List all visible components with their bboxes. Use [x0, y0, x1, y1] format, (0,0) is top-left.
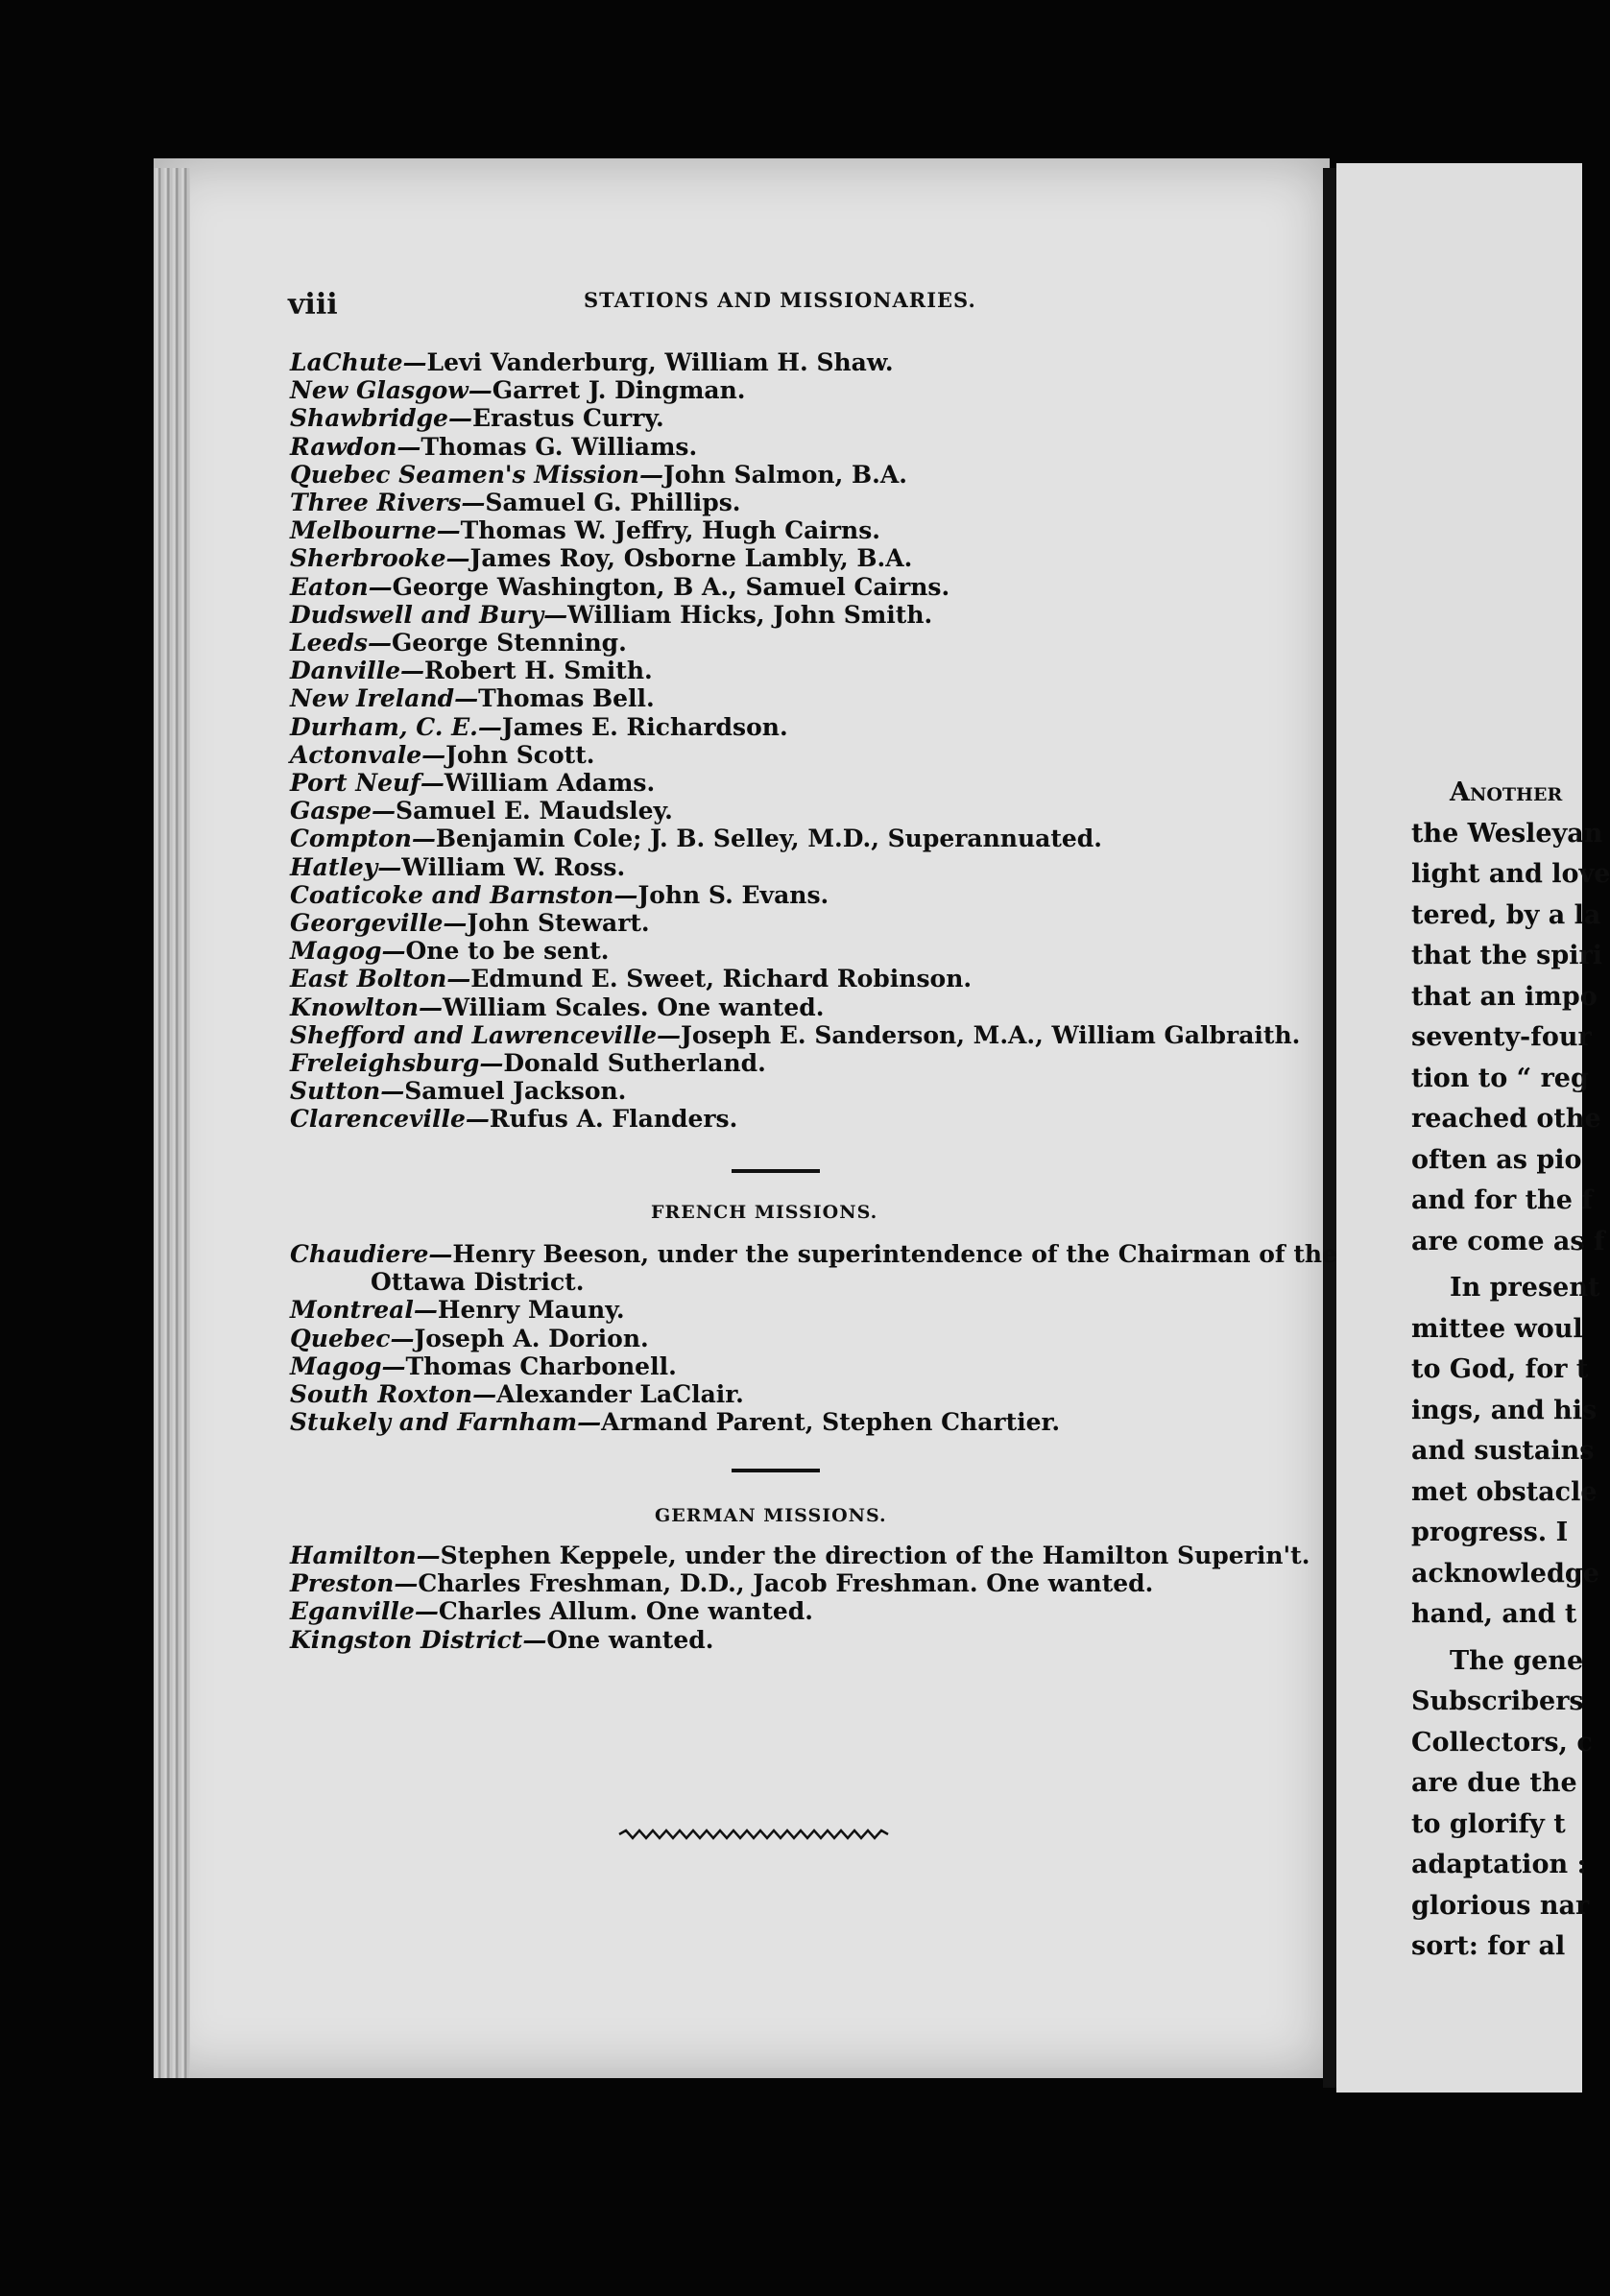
- station-place: East Bolton: [290, 965, 447, 993]
- station-entry: [290, 1020, 1301, 1049]
- station-separator: —: [394, 1569, 419, 1598]
- station-separator: —: [447, 404, 472, 433]
- station-entry: [290, 937, 1288, 965]
- facing-page-line: The gene: [1450, 1645, 1584, 1676]
- station-place: Shawbridge: [290, 404, 448, 433]
- station-separator: —: [522, 1625, 547, 1654]
- station-separator: —: [414, 1597, 439, 1626]
- station-entry: [290, 461, 1288, 489]
- station-missionaries: Joseph E. Sanderson, M.A., William Galbraith.: [681, 1020, 1301, 1049]
- french-missions-list: [290, 1240, 1337, 1437]
- station-place: Danville: [290, 657, 400, 685]
- station-place: Melbourne: [290, 516, 437, 545]
- station-entry: [290, 1268, 1288, 1296]
- section-rule: [732, 1169, 820, 1173]
- facing-page-line: that an impo: [1411, 981, 1598, 1012]
- facing-page-line: seventy-four: [1411, 1022, 1592, 1052]
- station-entry: [290, 1626, 1288, 1654]
- station-missionaries: Levi Vanderburg, William H. Shaw.: [426, 348, 894, 376]
- station-missionaries: Thomas G. Williams.: [421, 432, 698, 461]
- facing-page-line: sort: for al: [1411, 1931, 1566, 1961]
- station-place: New Glasgow: [290, 376, 469, 405]
- facing-page-line: tered, by a la: [1411, 899, 1601, 930]
- facing-page-line: ings, and his: [1411, 1395, 1598, 1425]
- station-missionaries: Rufus A. Flanders.: [489, 1105, 738, 1134]
- facing-page-line: that the spiri: [1411, 941, 1602, 970]
- station-entry: [290, 489, 1288, 516]
- french-missions-title: FRENCH MISSIONS.: [651, 1202, 878, 1223]
- station-place: Stukely and Farnham: [290, 1408, 578, 1437]
- station-missionaries: Alexander LaClair.: [496, 1380, 744, 1409]
- station-missionaries: James E. Richardson.: [501, 712, 788, 741]
- station-entry: [290, 1380, 1288, 1408]
- facing-page-line: glorious nar: [1411, 1890, 1590, 1921]
- station-separator: —: [443, 909, 468, 938]
- station-missionaries: Charles Allum. One wanted.: [438, 1597, 813, 1626]
- station-entry: [290, 909, 1288, 937]
- station-entry: [290, 404, 1288, 432]
- station-separator: —: [472, 1380, 497, 1409]
- station-missionaries: Samuel Jackson.: [404, 1077, 627, 1106]
- station-place: Leeds: [290, 629, 368, 658]
- station-missionaries: One to be sent.: [405, 937, 610, 966]
- wavy-ornament-rule: [619, 1828, 888, 1841]
- facing-page-line: In present: [1450, 1273, 1600, 1303]
- section-rule: [732, 1469, 820, 1472]
- station-separator: —: [428, 1240, 453, 1268]
- station-entry: [290, 1077, 1288, 1105]
- station-entry: [290, 713, 1288, 741]
- station-separator: —: [411, 825, 436, 853]
- station-missionaries: Benjamin Cole; J. B. Selley, M.D., Superannuated.: [435, 825, 1102, 853]
- station-place: Sherbrooke: [290, 544, 446, 573]
- facing-page-line: mittee woul: [1411, 1313, 1583, 1344]
- facing-page-text: [1411, 773, 1610, 1968]
- station-separator: —: [436, 516, 461, 545]
- facing-page-line: to glorify t: [1411, 1808, 1566, 1839]
- station-separator: —: [577, 1408, 602, 1437]
- station-separator: —: [380, 1077, 405, 1106]
- station-entry: [290, 1049, 1288, 1077]
- station-separator: —: [419, 993, 443, 1021]
- station-entry: [290, 629, 1288, 657]
- station-separator: —: [613, 880, 638, 909]
- station-place: Freleighsburg: [290, 1049, 480, 1078]
- facing-page-line: the Wesleyan: [1411, 818, 1603, 849]
- station-place: Eganville: [290, 1597, 415, 1626]
- station-place: Knowlton: [290, 993, 419, 1021]
- station-missionaries: John Stewart.: [467, 909, 650, 938]
- station-entry: [290, 1597, 1288, 1625]
- station-place: Quebec Seamen's Mission: [290, 460, 639, 489]
- station-entry: [290, 881, 1288, 909]
- station-entry: [290, 601, 1288, 629]
- station-missionaries: Armand Parent, Stephen Chartier.: [601, 1408, 1061, 1437]
- facing-page-line: reached othe: [1411, 1104, 1601, 1134]
- facing-page-line: met obstacle: [1411, 1476, 1598, 1507]
- stations-list: [290, 348, 1301, 1134]
- station-place: Quebec: [290, 1324, 391, 1352]
- german-missions-title: GERMAN MISSIONS.: [655, 1505, 887, 1526]
- station-missionaries: John S. Evans.: [637, 880, 829, 909]
- station-separator: —: [377, 852, 402, 881]
- station-place: Sutton: [290, 1077, 381, 1106]
- station-separator: —: [657, 1020, 682, 1049]
- page-number: viii: [288, 288, 338, 322]
- station-missionaries: James Roy, Osborne Lambly, B.A.: [469, 544, 913, 573]
- station-separator: —: [465, 1105, 490, 1134]
- station-entry: [290, 1569, 1288, 1597]
- station-entry: [290, 853, 1288, 881]
- station-place: Gaspe: [290, 797, 372, 825]
- station-separator: —: [445, 544, 470, 573]
- station-entry: [290, 433, 1288, 461]
- station-separator: —: [468, 376, 493, 405]
- station-place: Eaton: [290, 572, 369, 601]
- station-missionaries: Samuel G. Phillips.: [485, 489, 741, 517]
- station-missionaries: Henry Mauny.: [437, 1296, 625, 1325]
- station-place: Coaticoke and Barnston: [290, 880, 614, 909]
- station-separator: —: [390, 1324, 415, 1352]
- station-place: Magog: [290, 1351, 382, 1380]
- station-missionaries: Joseph A. Dorion.: [414, 1324, 649, 1352]
- station-separator: —: [461, 489, 486, 517]
- station-entry: [290, 348, 1288, 376]
- station-missionaries: William Adams.: [444, 769, 656, 798]
- station-missionaries: Henry Beeson, under the superintendence of the Chairman of the: [452, 1240, 1337, 1268]
- station-separator: —: [420, 769, 445, 798]
- station-entry: [290, 1240, 1337, 1268]
- station-missionaries: John Scott.: [445, 740, 595, 769]
- facing-page-line: hand, and t: [1411, 1599, 1577, 1629]
- station-separator: —: [638, 460, 663, 489]
- station-separator: —: [367, 629, 392, 658]
- station-separator: —: [446, 965, 471, 993]
- station-separator: —: [454, 684, 479, 713]
- station-place: Clarenceville: [290, 1105, 466, 1134]
- facing-page-line: often as pio: [1411, 1144, 1582, 1175]
- facing-page-line: light and love: [1411, 859, 1610, 889]
- station-entry: [290, 516, 1288, 544]
- facing-page-line: acknowledge: [1411, 1558, 1599, 1589]
- station-missionaries: George Washington, B A., Samuel Cairns.: [392, 572, 950, 601]
- station-missionaries: One wanted.: [546, 1625, 714, 1654]
- facing-page-line: adaptation :: [1411, 1850, 1587, 1879]
- station-entry: [290, 376, 1288, 404]
- facing-page-line: tion to “ reg: [1411, 1063, 1589, 1093]
- station-place: New Ireland: [290, 684, 455, 713]
- station-entry: [290, 1408, 1288, 1436]
- station-place: Durham, C. E.: [290, 712, 478, 741]
- station-entry: [290, 1105, 1288, 1133]
- station-place: Hamilton: [290, 1542, 417, 1569]
- station-place: Kingston District: [290, 1625, 523, 1654]
- station-missionaries: Charles Freshman, D.D., Jacob Freshman. One wanted.: [418, 1569, 1154, 1598]
- station-missionaries: Thomas Charbonell.: [405, 1351, 677, 1380]
- running-title: STATIONS AND MISSIONARIES.: [584, 288, 976, 312]
- station-separator: —: [477, 712, 502, 741]
- station-entry: [290, 825, 1288, 852]
- facing-page-line: Another: [1450, 777, 1563, 807]
- station-missionaries: Garret J. Dingman.: [492, 376, 746, 405]
- station-entry: [290, 1325, 1288, 1352]
- facing-page-line: and for the f: [1411, 1185, 1593, 1215]
- station-entry: [290, 741, 1288, 769]
- station-separator: —: [421, 740, 446, 769]
- station-place: South Roxton: [290, 1380, 473, 1409]
- station-missionaries: Edmund E. Sweet, Richard Robinson.: [470, 965, 973, 993]
- station-place: Rawdon: [290, 432, 397, 461]
- station-separator: —: [416, 1542, 441, 1569]
- station-place: Georgeville: [290, 909, 444, 938]
- station-separator: —: [381, 1351, 406, 1380]
- facing-page-line: and sustains: [1411, 1436, 1595, 1466]
- station-place: Dudswell and Bury: [290, 600, 544, 629]
- station-separator: —: [368, 572, 393, 601]
- facing-page-line: are due the: [1411, 1768, 1577, 1798]
- station-separator: —: [381, 937, 406, 966]
- station-place: Chaudiere: [290, 1240, 429, 1268]
- station-place: Compton: [290, 825, 412, 853]
- station-entry: [290, 1296, 1288, 1324]
- book-gutter: [1323, 168, 1336, 2088]
- station-entry: [290, 993, 1288, 1021]
- station-place: Magog: [290, 937, 382, 966]
- station-missionaries: William Scales. One wanted.: [443, 993, 825, 1021]
- station-separator: —: [402, 348, 427, 376]
- facing-page-line: Subscribers: [1411, 1686, 1584, 1716]
- station-entry: [290, 657, 1288, 684]
- station-place: Port Neuf: [290, 769, 421, 798]
- station-separator: —: [396, 432, 421, 461]
- station-missionaries: John Salmon, B.A.: [662, 460, 907, 489]
- station-separator: —: [372, 797, 396, 825]
- station-missionaries: Erastus Curry.: [471, 404, 664, 433]
- station-separator: —: [479, 1049, 504, 1078]
- facing-page-line: Collectors, c: [1411, 1727, 1593, 1758]
- station-entry: [290, 684, 1288, 712]
- station-missionaries: William W. Ross.: [401, 852, 626, 881]
- station-place: LaChute: [290, 348, 403, 376]
- station-place: Hatley: [290, 852, 378, 881]
- german-missions-list: [290, 1542, 1310, 1654]
- station-separator: —: [413, 1296, 438, 1325]
- station-missionaries: Robert H. Smith.: [423, 657, 653, 685]
- station-entry: [290, 797, 1288, 825]
- station-place: Actonvale: [290, 740, 422, 769]
- station-entry: [290, 965, 1288, 993]
- station-missionaries: Donald Sutherland.: [503, 1049, 766, 1078]
- facing-page-line: progress. I: [1411, 1518, 1569, 1547]
- facing-page-line: are come as f: [1411, 1226, 1605, 1256]
- station-separator: —: [399, 657, 424, 685]
- station-place: Shefford and Lawrenceville: [290, 1020, 658, 1049]
- station-entry: [290, 544, 1288, 572]
- station-missionaries: Stephen Keppele, under the direction of the Hamilton Superin't.: [440, 1542, 1310, 1569]
- facing-page-line: to God, for t: [1411, 1354, 1589, 1384]
- page-edge: [154, 168, 190, 2078]
- station-missionaries: Thomas Bell.: [478, 684, 655, 713]
- station-separator: —: [543, 600, 568, 629]
- station-entry: [290, 1352, 1288, 1380]
- station-entry: [290, 769, 1288, 797]
- station-missionaries: William Hicks, John Smith.: [567, 600, 933, 629]
- station-place: Preston: [290, 1569, 395, 1598]
- station-missionaries: Thomas W. Jeffry, Hugh Cairns.: [460, 516, 880, 545]
- station-missionaries: Samuel E. Maudsley.: [396, 797, 673, 825]
- station-entry: [290, 573, 1288, 601]
- station-missionaries: George Stenning.: [391, 629, 627, 658]
- station-place: Montreal: [290, 1296, 414, 1325]
- station-missionaries: Ottawa District.: [371, 1268, 585, 1297]
- station-place: Three Rivers: [290, 489, 462, 517]
- station-entry: [290, 1542, 1310, 1569]
